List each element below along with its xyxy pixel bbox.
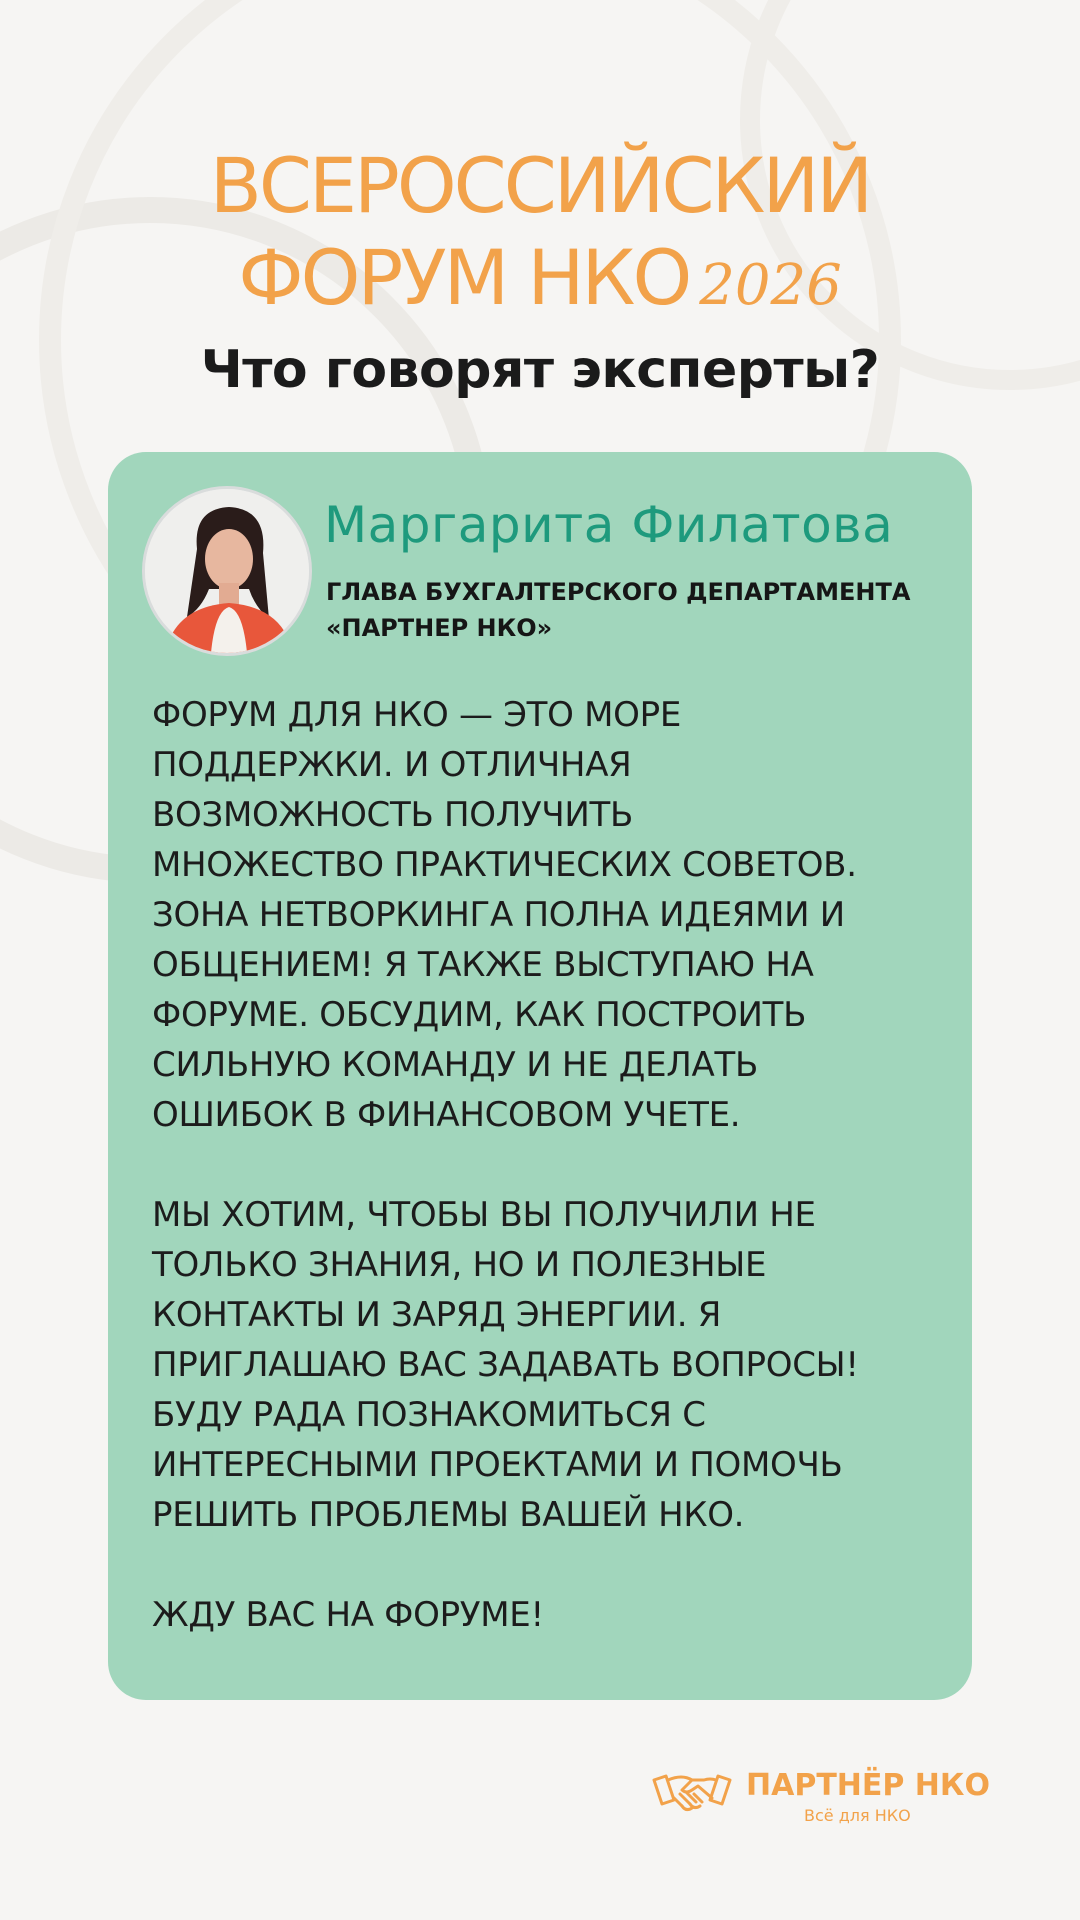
- logo-name: ПАРТНЁР НКО: [746, 1768, 990, 1803]
- logo-tagline: Всё для НКО: [804, 1806, 911, 1825]
- handshake-icon: [652, 1766, 732, 1822]
- expert-role: [326, 574, 910, 646]
- title-year: 2026: [699, 253, 842, 318]
- title-line-2: [0, 232, 1080, 332]
- expert-role-line-1: ГЛАВА БУХГАЛТЕРСКОГО ДЕПАРТАМЕНТА: [326, 578, 911, 606]
- partner-nko-logo: [652, 1766, 990, 1826]
- expert-role-line-2: «ПАРТНЕР НКО»: [326, 614, 553, 642]
- quote-paragraph-1: ФОРУМ ДЛЯ НКО — ЭТО МОРЕ ПОДДЕРЖКИ. И ОТЛИЧНАЯ ВОЗМОЖНОСТЬ ПОЛУЧИТЬ МНОЖЕСТВО ПРАКТИЧЕСКИХ СОВЕТОВ. ЗОНА НЕТВОРКИНГА ПОЛНА ИДЕЯМИ И ОБЩЕНИЕМ! Я ТАКЖЕ ВЫСТУПАЮ НА ФОРУМЕ. ОБСУДИМ, КАК ПОСТРОИТЬ СИЛЬНУЮ КОМАНДУ И НЕ ДЕЛАТЬ ОШИБОК В ФИНАНСОВОМ УЧЕТЕ.: [152, 695, 857, 1135]
- forum-title: [0, 140, 1080, 332]
- quote-paragraph-3: ЖДУ ВАС НА ФОРУМЕ!: [152, 1595, 544, 1635]
- expert-quote: [152, 690, 952, 1640]
- expert-name: Маргарита Филатова: [324, 496, 894, 554]
- person-portrait-icon: [142, 486, 312, 656]
- quote-paragraph-2: МЫ ХОТИМ, ЧТОБЫ ВЫ ПОЛУЧИЛИ НЕ ТОЛЬКО ЗНАНИЯ, НО И ПОЛЕЗНЫЕ КОНТАКТЫ И ЗАРЯД ЭНЕРГИИ. Я ПРИГЛАШАЮ ВАС ЗАДАВАТЬ ВОПРОСЫ! БУДУ РАДА ПОЗНАКОМИТЬСЯ С ИНТЕРЕСНЫМИ ПРОЕКТАМИ И ПОМОЧЬ РЕШИТЬ ПРОБЛЕМЫ ВАШЕЙ НКО.: [152, 1195, 859, 1535]
- title-line-1: ВСЕРОССИЙСКИЙ: [209, 141, 871, 230]
- page-subtitle: Что говорят эксперты?: [200, 340, 880, 400]
- expert-card: [108, 452, 972, 1700]
- title-forum-nko: ФОРУМ НКО: [238, 233, 690, 322]
